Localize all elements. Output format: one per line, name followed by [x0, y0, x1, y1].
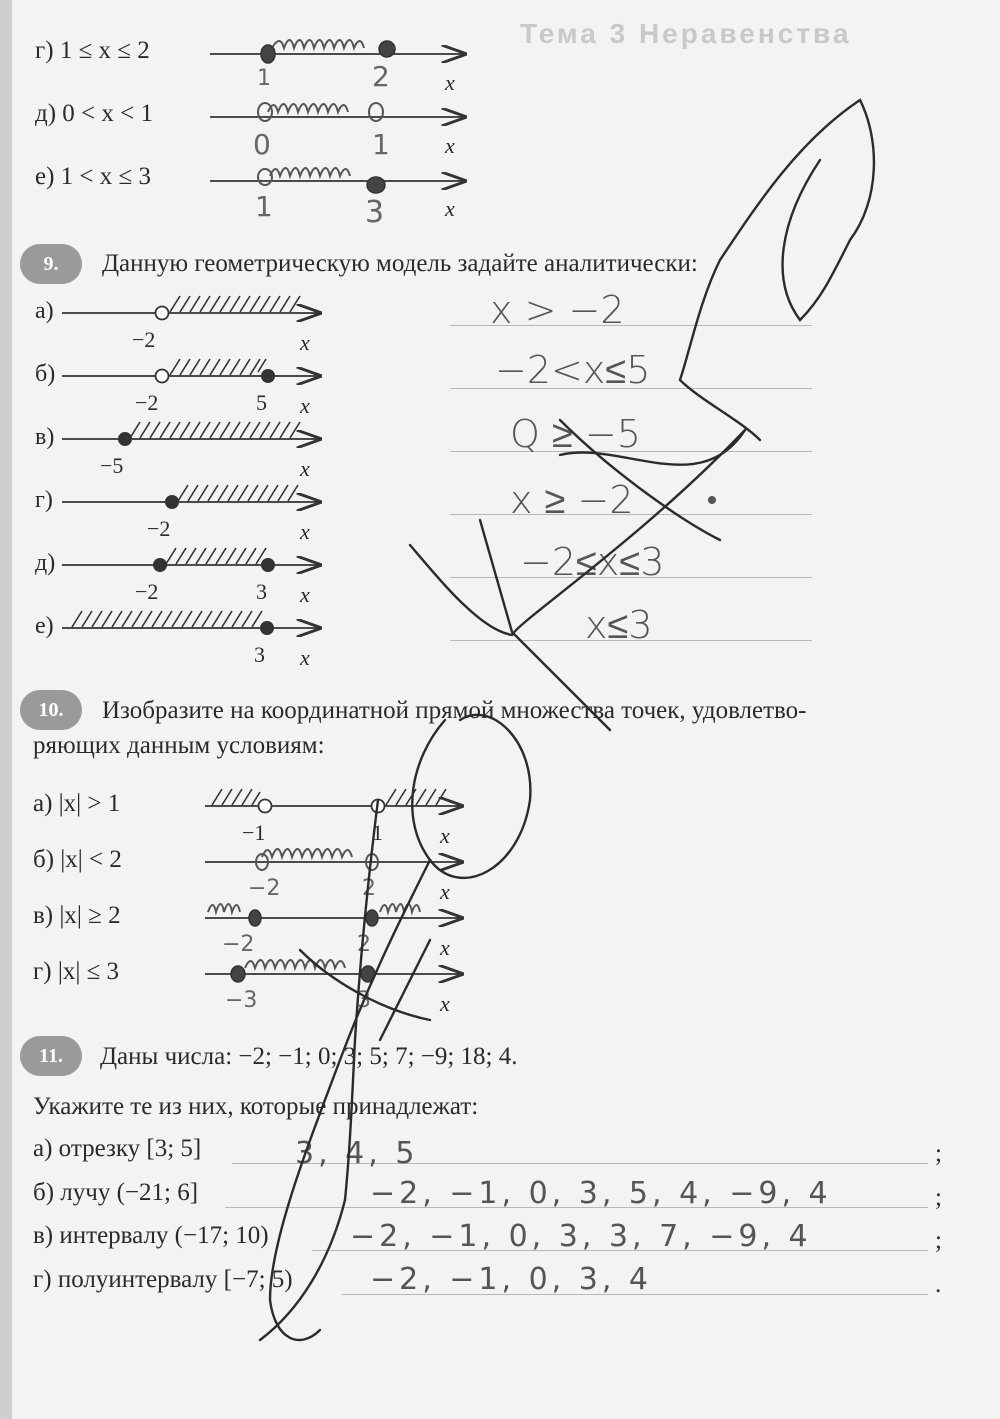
- line-end-punct: ;: [935, 1140, 942, 1167]
- number-line: [62, 313, 320, 628]
- tick-label: 1: [372, 820, 383, 845]
- line-end-punct: .: [935, 1271, 942, 1298]
- task-prompt: Данную геометрическую модель задайте аналитически:: [102, 250, 698, 277]
- handwritten-mark: 1: [372, 128, 390, 161]
- row-label: б): [35, 361, 56, 387]
- teacher-pen-strokes: [260, 100, 874, 1340]
- axis-variable: x: [440, 935, 450, 960]
- handwritten-mark: −3: [225, 988, 258, 1013]
- tick-label: 3: [254, 642, 265, 667]
- handwritten-mark: −2: [248, 876, 281, 901]
- line-end-punct: ;: [935, 1227, 942, 1254]
- handwritten-hatching: [208, 849, 420, 968]
- tick-label: −2: [135, 390, 159, 415]
- row-label: г): [35, 487, 53, 513]
- axis-variable: x: [300, 582, 310, 607]
- row-label: д): [35, 550, 56, 576]
- tick-label: −2: [135, 579, 159, 604]
- number-line: [210, 54, 465, 181]
- handwritten-answer: Q ≥ −5: [510, 412, 641, 456]
- row-label: в) |x| ≥ 2: [33, 902, 121, 929]
- handwritten-mark: 3: [357, 988, 371, 1013]
- row-label: г) |x| ≤ 3: [33, 958, 120, 985]
- handwritten-answer: −2, −1, 0, 3, 5, 4, −9, 4: [370, 1176, 832, 1211]
- tick-label: −5: [100, 453, 124, 478]
- row-label: а) |x| > 1: [33, 790, 121, 817]
- row-label: б) лучу (−21; 6]: [33, 1179, 199, 1206]
- axis-variable: x: [445, 70, 455, 95]
- tick-label: −1: [242, 820, 266, 845]
- task-subprompt: Укажите те из них, которые принадлежат:: [33, 1093, 479, 1120]
- row-label: е): [35, 613, 54, 639]
- handwritten-hatching: [268, 40, 364, 176]
- handwritten-answer: −2<x≤5: [495, 348, 651, 392]
- task-prompt: Изобразите на координатной прямой множества точек, удовлетво-: [102, 697, 807, 724]
- handwritten-point: [231, 910, 378, 982]
- task-prompt-cont: ряющих данным условиям:: [33, 732, 325, 759]
- row-label: в): [35, 424, 55, 450]
- handwritten-answer: x > −2: [490, 288, 625, 332]
- handwritten-answer: x ≥ −2: [510, 478, 634, 522]
- axis-variable: x: [300, 330, 310, 355]
- top-row-label: д) 0 < x < 1: [35, 100, 153, 127]
- axis-variable: x: [300, 645, 310, 670]
- bleed-through-header: Тема 3 Неравенства: [520, 18, 852, 49]
- handwritten-answer: −2, −1, 0, 3, 4: [370, 1262, 652, 1297]
- tick-label: 3: [256, 579, 267, 604]
- pen-dot: [708, 496, 716, 504]
- handwritten-mark: −2: [222, 932, 255, 957]
- handwritten-mark: 1: [255, 190, 273, 223]
- top-row-label: г) 1 ≤ x ≤ 2: [35, 37, 150, 64]
- row-label: б) |x| < 2: [33, 846, 122, 873]
- tick-label: 5: [256, 390, 267, 415]
- axis-variable: x: [445, 133, 455, 158]
- row-label: а): [35, 298, 54, 324]
- axis-variable: x: [300, 456, 310, 481]
- axis-variable: x: [440, 879, 450, 904]
- row-label: г) полуинтервалу [−7; 5): [33, 1266, 293, 1293]
- number-line: [205, 806, 462, 974]
- handwritten-mark: 2: [362, 876, 376, 901]
- printed-hatching: [212, 789, 446, 805]
- handwritten-mark: 2: [357, 932, 371, 957]
- axis-variable: x: [445, 196, 455, 221]
- task-badge: 9.: [20, 244, 82, 284]
- top-row-label: е) 1 < x ≤ 3: [35, 163, 151, 190]
- printed-hatching: [72, 296, 300, 627]
- axis-variable: x: [440, 991, 450, 1016]
- tick-label: −2: [147, 516, 171, 541]
- handwritten-answer: −2≤x≤3: [520, 540, 665, 584]
- point-open: [156, 307, 169, 383]
- axis-variable: x: [440, 823, 450, 848]
- line-end-punct: ;: [935, 1184, 942, 1211]
- handwritten-mark: 2: [372, 60, 390, 93]
- handwritten-mark: 0: [253, 128, 271, 161]
- task-badge: 11.: [20, 1036, 82, 1076]
- tick-label: −2: [132, 327, 156, 352]
- task-prompt: Даны числа: −2; −1; 0; 3; 5; 7; −9; 18; 4.: [100, 1043, 518, 1070]
- handwritten-mark: 3: [365, 195, 385, 230]
- row-label: в) интервалу (−17; 10): [33, 1222, 269, 1249]
- handwritten-mark: 1: [257, 66, 271, 91]
- axis-variable: x: [300, 393, 310, 418]
- row-label: а) отрезку [3; 5]: [33, 1135, 202, 1162]
- handwritten-answer: x≤3: [585, 603, 653, 647]
- handwritten-answer: 3, 4, 5: [295, 1136, 419, 1171]
- axis-variable: x: [300, 519, 310, 544]
- task-badge: 10.: [20, 690, 82, 730]
- handwritten-answer: −2, −1, 0, 3, 3, 7, −9, 4: [350, 1219, 812, 1254]
